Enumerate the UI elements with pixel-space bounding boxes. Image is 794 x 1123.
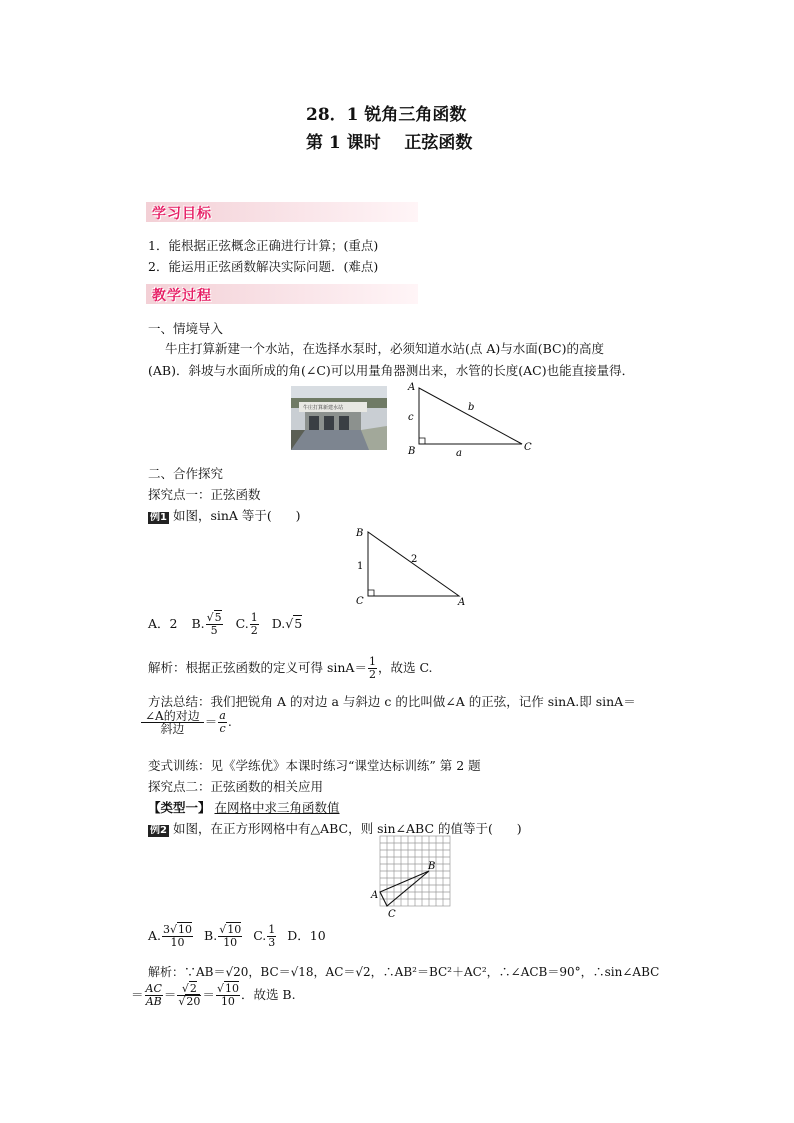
ex2-option-b-radicand: 10 (227, 923, 242, 936)
method-fraction-numerator: ∠A的对边 (141, 710, 204, 723)
example-1-question (148, 506, 301, 524)
fig1-label-b-vertex: B (408, 446, 416, 457)
ex2-solution-fraction-3: $\frac{√10}{10}$ (216, 982, 239, 1008)
example-1-badge: 例1 (150, 512, 167, 523)
method-ratio-numerator: a (219, 709, 226, 722)
goal-item-1: 1．能根据正弦概念正确进行计算；(重点) (148, 238, 379, 253)
figure-example-1-triangle (352, 522, 472, 608)
page-subtitle: 第 1 课时 正弦函数 (306, 133, 473, 153)
fig2-label-b: B (356, 528, 364, 539)
learning-goals-banner (146, 202, 418, 222)
ex2-option-b-denominator: 10 (223, 936, 238, 949)
fig1-label-side-b: b (468, 402, 475, 413)
goal-item-2: 2．能运用正弦函数解决实际问题．(难点) (148, 259, 379, 274)
figure-grid-triangle (368, 834, 452, 922)
fig3-label-a: A (371, 890, 379, 901)
method-summary-line1: 方法总结：我们把锐角 A 的对边 a 与斜边 c 的比叫做∠A 的正弦，记作 sinA.即 sinA＝ (148, 694, 636, 709)
example-2-badge: 例2 (150, 825, 167, 836)
section-heading-intro: 一、情境导入 (148, 321, 224, 336)
fig3-label-c: C (388, 909, 396, 920)
method-summary-line2 (140, 710, 232, 735)
example-2-solution-line1: 解析：∵AB＝√20，BC＝√18，AC＝√2，∴AB²＝BC²＋AC²，∴∠ACB＝90°，∴sin∠ABC (148, 965, 660, 979)
ex2-solution-fraction-2: $\frac{√2}{√20}$ (178, 982, 201, 1008)
variant-training: 变式训练：见《学练优》本课时练习“课堂达标训练” 第 2 题 (148, 758, 481, 773)
method-fraction-denominator: 斜边 (160, 722, 185, 736)
photo-caption: 牛庄打算新建水站 (303, 405, 344, 411)
fig2-label-a: A (458, 597, 466, 608)
fig1-label-side-a: a (456, 448, 462, 459)
example-2-text: 如图，在正方形网格中有△ABC，则 sin∠ABC 的值等于( ) (172, 821, 522, 836)
option-c-prefix: C. (235, 616, 249, 631)
method-ratio-denominator: c (219, 722, 226, 735)
method-fraction (141, 710, 204, 735)
example-2-solution-line2: ＝ $\frac{AC}{AB}$ ＝ $\frac{√2}{√20}$ ＝ $\frac{√10}{10}$ ．故选 B. (131, 982, 296, 1008)
example-1-text: 如图，sinA 等于( ) (172, 508, 301, 523)
type-1-heading (148, 798, 340, 816)
type-1-prefix: 【类型一】 (148, 800, 211, 815)
teaching-process-heading: 教学过程 (152, 288, 212, 304)
solution-1-numerator: 1 (368, 655, 376, 668)
example-1-options: A．2 B. $\frac{√5}{5}$ C. $\frac{1}{2}$ D.√5 (148, 611, 303, 637)
ex2-option-a-fraction: $\frac{3√10}{10}$ (163, 923, 193, 949)
option-d-radicand: 5 (294, 616, 303, 631)
type-1-title: 在网格中求三角函数值 (214, 800, 340, 815)
ex2-option-a-prefix: A. (148, 928, 162, 943)
ex2-option-b-prefix: B. (204, 928, 218, 943)
ex2-option-c-fraction (267, 924, 276, 949)
ex2-solution-f3-radicand: 10 (224, 982, 239, 995)
ex2-solution-equals: ＝ (131, 987, 144, 1002)
explore-point-1: 探究点一：正弦函数 (148, 487, 261, 502)
ex2-solution-conclusion: ．故选 B. (240, 987, 296, 1002)
example-2-options (148, 924, 326, 949)
ex2-option-a-coef: 3 (163, 923, 171, 936)
option-d-prefix: D. (271, 616, 286, 631)
option-b-denominator: 5 (210, 624, 218, 637)
ex2-solution-f2-denominator: 20 (186, 995, 201, 1008)
ex2-option-a-denominator: 10 (170, 936, 185, 949)
intro-paragraph-line2: (AB)．斜坡与水面所成的角(∠C)可以用量角器测出来，水管的长度(AC)也能直接量得． (148, 363, 635, 378)
option-c-denominator: 2 (250, 624, 258, 637)
fig1-label-side-c: c (408, 412, 414, 423)
solution-1-conclusion: ，故选 C. (377, 660, 433, 675)
water-station-image (291, 386, 387, 450)
solution-1-fraction (368, 656, 377, 681)
method-end: . (227, 714, 232, 729)
method-ratio (218, 710, 227, 735)
ex2-option-d: D．10 (287, 928, 326, 943)
explore-point-2: 探究点二：正弦函数的相关应用 (148, 779, 324, 794)
fig1-label-c-vertex: C (524, 442, 532, 453)
option-b-fraction: $\frac{√5}{5}$ (206, 611, 222, 637)
ex2-option-c-numerator: 1 (268, 923, 276, 936)
option-c-numerator: 1 (250, 611, 258, 624)
option-b-radicand: 5 (214, 611, 222, 624)
fig3-label-b: B (428, 861, 436, 872)
section-heading-explore: 二、合作探究 (148, 466, 224, 481)
intro-paragraph-line1: 牛庄打算新建一个水站，在选择水泵时，必须知道水站(点 A)与水面(BC)的高度 (165, 341, 604, 356)
example-1-solution (148, 656, 433, 681)
fig2-side-1: 1 (357, 561, 364, 572)
ex2-solution-f3-denominator: 10 (220, 995, 235, 1008)
fig2-side-2: 2 (411, 554, 418, 565)
ex2-option-b-fraction: $\frac{√10}{10}$ (219, 923, 242, 949)
water-station-photo (291, 386, 387, 450)
ex2-solution-f1-numerator: AC (145, 982, 162, 995)
ex2-solution-fraction-1 (145, 983, 163, 1008)
ex2-option-c-prefix: C. (253, 928, 267, 943)
solution-1-text: 解析：根据正弦函数的定义可得 sinA＝ (148, 660, 367, 675)
option-c-fraction (250, 612, 259, 637)
fig2-label-c: C (356, 596, 364, 607)
ex2-solution-f2-radicand: 2 (189, 982, 197, 995)
ex2-option-c-denominator: 3 (268, 936, 276, 949)
option-a: A．2 (148, 616, 178, 631)
fig1-label-a-vertex: A (408, 382, 416, 393)
option-b-prefix: B. (191, 616, 205, 631)
ex2-option-a-radicand: 10 (178, 923, 193, 936)
page-title: 28．1 锐角三角函数 (306, 105, 467, 125)
teaching-process-banner (146, 284, 418, 304)
ex2-solution-f1-denominator: AB (145, 995, 162, 1008)
figure-triangle-abc (404, 378, 544, 462)
example-2-question (148, 819, 522, 837)
learning-goals-heading: 学习目标 (152, 206, 212, 222)
method-equals: ＝ (204, 714, 218, 729)
solution-1-denominator: 2 (368, 668, 376, 681)
